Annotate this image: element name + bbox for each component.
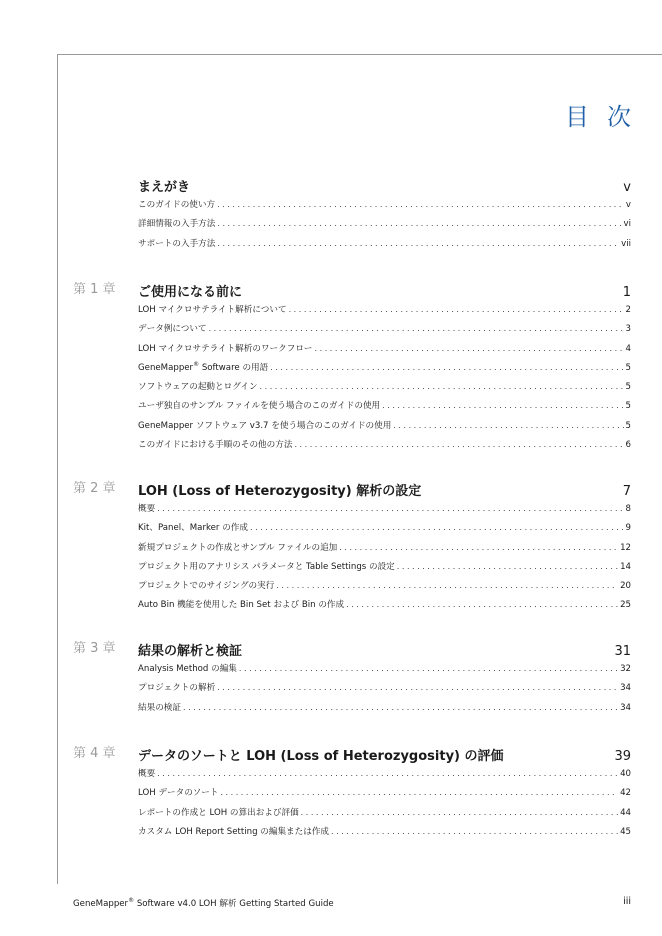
page-title: 目次 [565, 103, 649, 131]
leader-dots [239, 664, 618, 673]
toc-entry[interactable] [138, 399, 631, 418]
toc-entry[interactable] [138, 361, 631, 380]
entry-page: 8 [625, 504, 631, 514]
entry-title: 詳細情報の入手方法 [138, 219, 216, 230]
section-title: まえがき [138, 180, 191, 195]
entry-page: vi [623, 219, 631, 230]
entry-title: Kit、Panel、Marker の作成 [138, 523, 248, 534]
entry-title: ソフトウェアの起動とログイン [138, 382, 258, 393]
toc-entry[interactable] [138, 560, 631, 579]
registered-mark: ® [128, 897, 135, 904]
toc-entry[interactable] [138, 786, 631, 805]
toc-entry[interactable] [138, 419, 631, 438]
chapter-label: 第 2 章 [73, 481, 116, 496]
toc-entry[interactable] [138, 701, 631, 720]
leader-dots [393, 421, 623, 430]
entry-title: 概要 [138, 769, 156, 779]
leader-dots [217, 683, 618, 692]
leader-dots [250, 523, 624, 532]
entry-page: 14 [620, 561, 631, 572]
entry-title: ユーザ独自のサンプル ファイルを使う場合のこのガイドの使用 [138, 401, 381, 412]
entry-page: v [625, 200, 631, 210]
entry-page: 2 [625, 305, 631, 315]
entry-title: このガイドにおける手順のその他の方法 [138, 440, 293, 451]
registered-mark: ® [193, 360, 200, 368]
toc-entry[interactable] [138, 237, 631, 256]
entry-title: Analysis Method の編集 [138, 664, 237, 674]
toc-entry[interactable] [138, 662, 631, 681]
toc-entry[interactable] [138, 521, 631, 540]
toc-entries [138, 662, 631, 720]
entry-page: 40 [620, 769, 631, 779]
footer-title-part: Software v4.0 LOH 解析 Getting Started Guide [134, 899, 334, 909]
section-page: v [623, 180, 631, 195]
entry-title: データ例について [138, 324, 207, 335]
entry-title: サポートの入手方法 [138, 238, 216, 249]
entry-page: 45 [620, 826, 631, 837]
entry-title [138, 361, 268, 373]
leader-dots [315, 344, 624, 353]
entry-title: このガイドの使い方 [138, 200, 216, 210]
left-rule [57, 54, 58, 884]
section-page: 39 [614, 749, 631, 764]
toc-entry[interactable] [138, 217, 631, 236]
toc-entry[interactable] [138, 541, 631, 560]
leader-dots [260, 382, 624, 391]
entry-page: vii [621, 238, 631, 249]
entry-page: 42 [620, 788, 631, 799]
entry-title: レポートの作成と LOH の算出および評価 [138, 807, 299, 818]
entry-page: 5 [625, 420, 631, 431]
toc-entries [138, 303, 631, 457]
entry-title: LOH データのソート [138, 788, 219, 799]
section-title: ご使用になる前に [138, 285, 243, 300]
leader-dots [382, 401, 623, 410]
entry-page: 6 [625, 440, 631, 451]
section-heading[interactable] [138, 281, 631, 299]
leader-dots [346, 600, 618, 609]
entry-title: GeneMapper ソフトウェア v3.7 を使う場合のこのガイドの使用 [138, 420, 392, 431]
entry-title: LOH マイクロサテライト解析について [138, 305, 287, 315]
leader-dots [217, 239, 619, 248]
leader-dots [289, 305, 624, 314]
entry-title: 結果の検証 [138, 702, 181, 713]
entry-title: プロジェクトの解析 [138, 683, 216, 694]
entry-page: 20 [620, 581, 631, 592]
leader-dots [220, 788, 618, 797]
leader-dots [294, 440, 623, 449]
toc-entry[interactable] [138, 806, 631, 825]
entry-page: 34 [620, 683, 631, 694]
entry-page: 44 [620, 807, 631, 818]
leader-dots [397, 562, 618, 571]
toc-entry[interactable] [138, 681, 631, 700]
section-title: 結果の解析と検証 [138, 644, 243, 659]
entry-title: プロジェクト用のアナリシス パラメータと Table Settings の設定 [138, 561, 395, 572]
section-heading[interactable] [138, 176, 631, 194]
entry-title: プロジェクトでのサイジングの実行 [138, 581, 275, 592]
leader-dots [209, 324, 624, 333]
chapter-label: 第 4 章 [73, 746, 116, 761]
toc-entry[interactable] [138, 342, 631, 361]
toc-entry[interactable] [138, 198, 631, 217]
section-page: 7 [622, 484, 631, 499]
toc-entry[interactable] [138, 767, 631, 786]
entry-page: 9 [625, 523, 631, 534]
footer-guide-title [73, 897, 334, 909]
footer-page-number: iii [623, 896, 631, 907]
section-heading[interactable] [138, 480, 631, 498]
toc-entry[interactable] [138, 380, 631, 399]
leader-dots [217, 200, 624, 209]
leader-dots [339, 543, 618, 552]
entry-title: 新規プロジェクトの作成とサンプル ファイルの追加 [138, 542, 338, 553]
toc-entries [138, 767, 631, 844]
entry-page: 3 [625, 324, 631, 335]
entry-page: 32 [620, 664, 631, 674]
entry-title: LOH マイクロサテライト解析のワークフロー [138, 343, 313, 354]
toc-entry[interactable] [138, 322, 631, 341]
entry-page: 5 [625, 382, 631, 393]
entry-page: 4 [625, 343, 631, 354]
leader-dots [217, 219, 621, 228]
chapter-label: 第 3 章 [73, 641, 116, 656]
toc-entries [138, 502, 631, 618]
leader-dots [183, 703, 618, 712]
entry-title: 概要 [138, 504, 156, 514]
toc-entry[interactable] [138, 598, 631, 617]
toc-entry[interactable] [138, 502, 631, 521]
chapter-label: 第 1 章 [73, 282, 116, 297]
top-rule [57, 54, 662, 55]
section-title: データのソートと LOH (Loss of Heterozygosity) の評価 [138, 749, 504, 764]
leader-dots [331, 827, 618, 836]
entry-page: 5 [625, 362, 631, 373]
footer-title-part: GeneMapper [73, 899, 129, 909]
leader-dots [270, 363, 623, 372]
leader-dots [301, 808, 618, 817]
toc-entry[interactable] [138, 438, 631, 457]
entry-title: カスタム LOH Report Setting の編集または作成 [138, 826, 330, 837]
toc-entry[interactable] [138, 579, 631, 598]
entry-page: 25 [620, 600, 631, 611]
toc-entry[interactable] [138, 303, 631, 322]
section-page: 1 [622, 285, 631, 300]
section-heading[interactable] [138, 745, 631, 763]
entry-title: Auto Bin 機能を使用した Bin Set および Bin の作成 [138, 600, 345, 611]
entry-page: 34 [620, 702, 631, 713]
section-page: 31 [614, 644, 631, 659]
section-heading[interactable] [138, 640, 631, 658]
entry-page: 5 [625, 401, 631, 412]
section-title: LOH (Loss of Heterozygosity) 解析の設定 [138, 484, 422, 499]
entry-page: 12 [620, 542, 631, 553]
leader-dots [157, 504, 623, 513]
leader-dots [157, 769, 618, 778]
entry-title-part: Software の用語 [199, 362, 269, 373]
entry-title-part: GeneMapper [138, 362, 194, 373]
toc-entries [138, 198, 631, 256]
leader-dots [276, 581, 618, 590]
toc-entry[interactable] [138, 825, 631, 844]
